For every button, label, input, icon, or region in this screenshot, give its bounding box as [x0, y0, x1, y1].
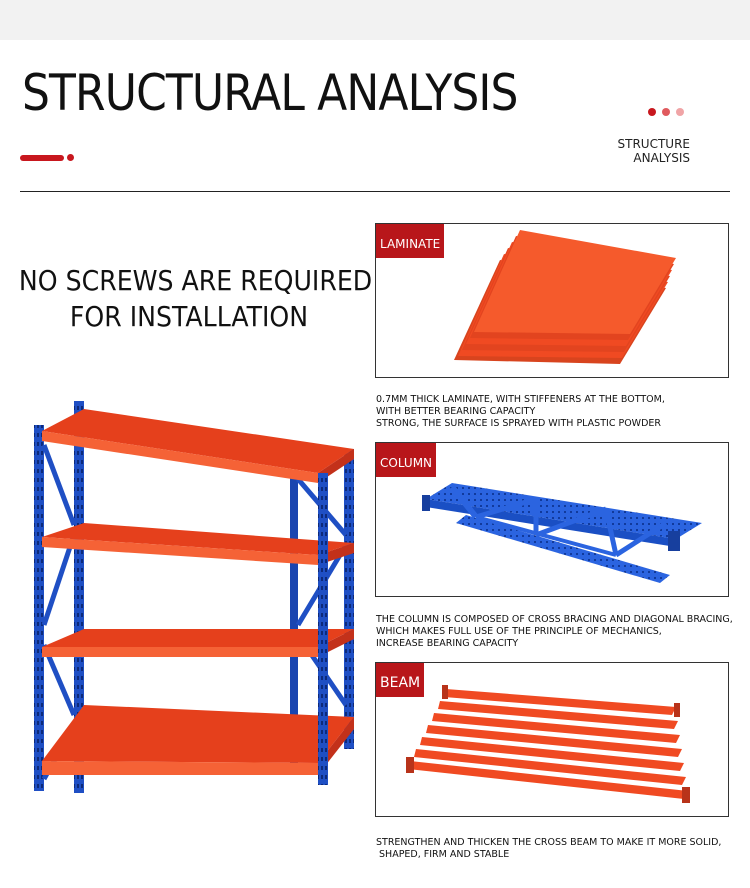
beam-desc-line-1: STRENGTHEN AND THICKEN THE CROSS BEAM TO MAKE IT MORE SOLID,	[376, 837, 722, 848]
dot-1	[648, 108, 656, 116]
column-desc-line-2: WHICH MAKES FULL USE OF THE PRINCIPLE OF MECHANICS,	[376, 626, 662, 637]
page-title: STRUCTURAL ANALYSIS	[22, 64, 518, 122]
beam-image	[376, 663, 728, 816]
subtitle-line-1: STRUCTURE	[617, 137, 690, 151]
dot-3	[676, 108, 684, 116]
laminate-description	[376, 394, 665, 430]
shelving-rack-image	[28, 395, 364, 805]
beam-tag: BEAM	[376, 663, 424, 697]
column-tag: COLUMN	[376, 443, 436, 477]
laminate-desc-line-1: 0.7MM THICK LAMINATE, WITH STIFFENERS AT THE BOTTOM,	[376, 394, 665, 405]
top-banner	[0, 0, 750, 40]
column-panel	[375, 442, 729, 597]
decorative-dots	[648, 101, 690, 120]
laminate-desc-line-3: STRONG, THE SURFACE IS SPRAYED WITH PLASTIC POWDER	[376, 418, 661, 429]
beam-description	[376, 837, 721, 861]
headline-line-2: FOR INSTALLATION	[69, 300, 309, 333]
accent-dot	[67, 154, 74, 161]
headline-line-1: NO SCREWS ARE REQUIRED	[18, 264, 373, 297]
page-subtitle	[618, 137, 690, 165]
column-description	[376, 614, 733, 650]
laminate-tag: LAMINATE	[376, 224, 444, 258]
column-image	[376, 443, 728, 596]
header-divider	[20, 191, 730, 192]
laminate-desc-line-2: WITH BETTER BEARING CAPACITY	[376, 406, 536, 417]
accent-bar	[20, 155, 64, 161]
laminate-panel	[375, 223, 729, 378]
beam-desc-line-2: SHAPED, FIRM AND STABLE	[376, 849, 510, 860]
column-desc-line-1: THE COLUMN IS COMPOSED OF CROSS BRACING AND DIAGONAL BRACING,	[376, 614, 733, 625]
beam-panel	[375, 662, 729, 817]
headline	[0, 263, 378, 335]
dot-2	[662, 108, 670, 116]
subtitle-line-2: ANALYSIS	[633, 151, 690, 165]
column-desc-line-3: INCREASE BEARING CAPACITY	[376, 638, 519, 649]
laminate-image	[376, 224, 728, 377]
